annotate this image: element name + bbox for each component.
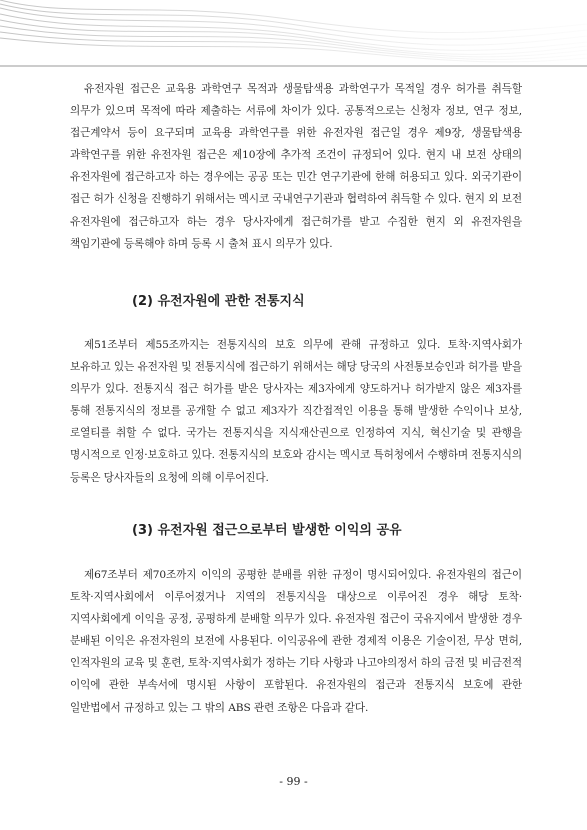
section3-heading: (3) 유전자원 접근으로부터 발생한 이익의 공유: [132, 523, 402, 538]
section2-paragraph: 제51조부터 제55조까지는 전통지식의 보호 의무에 관해 규정하고 있다. 토착·지역사회가 보유하고 있는 유전자원 및 전통지식에 접근하기 위해서는 해당 당국의 사전통보승인과 허가를 받을 의무가 있다. 전통지식 접근 허가를 받은 당사자는 제3자에게 양도하거나 허가받지 않은 제3자를 통해 전통지식의 정보를 공개할 수 없고 제3자가 직간접적인 이용을 통해 발생한 수익이나 보상, 로열티를 취할 수 없다. 국가는 전통지식을 지식재산권으로 인정하여 지식, 혁신기술 및 관행을 명시적으로 인정·보호하고 있다. 전통지식의 보호와 감시는 멕시코 특허청에서 수행하며 전통지식의 등록은 당사자들의 요청에 의해 이루어진다.: [70, 339, 522, 484]
section1-paragraph: 유전자원 접근은 교육용 과학연구 목적과 생물탐색용 과학연구가 목적일 경우 허가를 취득할 의무가 있으며 목적에 따라 제출하는 서류에 차이가 있다. 공통적으로는 신청자 정보, 연구 정보, 접근계약서 등이 요구되며 교육용 과학연구를 위한 유전자원 접근일 경우 제9장, 생물탐색용 과학연구를 위한 유전자원 접근은 제10장에 추가적 조건이 규정되어 있다. 현지 내 보전 상태의 유전자원에 접근하고자 하는 경우에는 공공 또는 민간 연구기관에 한해 허용되고 있다. 외국기관이 접근 허가 신청을 진행하기 위해서는 멕시코 국내연구기관과 협력하여 취득할 수 있다. 현지 외 보전 유전자원에 접근하고자 하는 경우 당사자에게 접근허가를 받고 수집한 현지 외 유전자원을 책임기관에 등록해야 하며 등록 시 출처 표시 의무가 있다.: [70, 83, 522, 250]
section2-heading: (2) 유전자원에 관한 전통지식: [132, 294, 305, 309]
page-number: - 99 -: [279, 775, 308, 788]
section3-paragraph: 제67조부터 제70조까지 이익의 공평한 분배를 위한 규정이 명시되어있다. 유전자원의 접근이 토착·지역사회에서 이루어졌거나 지역의 전통지식을 대상으로 이루어진 경우 해당 토착·지역사회에게 이익을 공정, 공평하게 분배할 의무가 있다. 유전자원 접근이 국유지에서 발생한 경우 분배된 이익은 유전자원의 보전에 사용된다. 이익공유에 관한 경제적 이용은 기술이전, 무상 면허, 인적자원의 교육 및 훈련, 토착·지역사회가 정하는 기타 사항과 나고야의정서 하의 금전 및 비금전적 이익에 관한 부속서에 명시된 사항이 포함된다. 유전자원의 접근과 전통지식 보호에 관한 일반법에서 규정하고 있는 그 밖의 ABS 관련 조항은 다음과 같다.: [70, 569, 522, 714]
